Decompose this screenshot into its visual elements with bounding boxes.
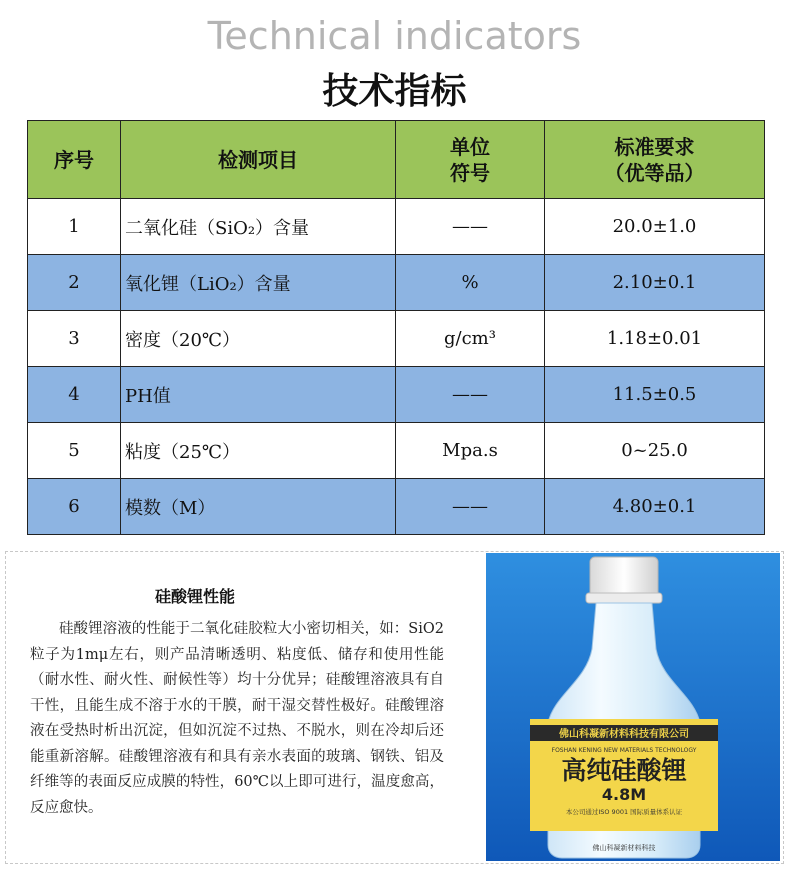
label-grade: 4.8M [601,785,647,804]
cell-item: 二氧化硅（SiO₂）含量 [121,199,396,255]
cell-value: 4.80±0.1 [545,479,765,535]
header-index: 序号 [28,121,121,199]
cell-unit: —— [396,479,545,535]
label-footer: 佛山科凝新材料科技 [592,844,656,852]
cell-index: 1 [28,199,121,255]
cell-value: 11.5±0.5 [545,367,765,423]
label-cert: 本公司通过ISO 9001 国际质量体系认证 [565,808,683,816]
title-chinese: 技术指标 [322,71,467,112]
table-row [28,423,765,479]
bottle-cap-ring [586,593,662,603]
cell-index: 4 [28,367,121,423]
bottle-cap [590,557,658,597]
cell-unit: —— [396,367,545,423]
spec-table [27,120,765,535]
cell-unit: Mpa.s [396,423,545,479]
product-photo [486,553,780,861]
cell-unit: % [396,255,545,311]
cell-item: 粘度（25℃） [121,423,396,479]
description-title: 硅酸锂性能 [154,587,235,606]
cell-index: 2 [28,255,121,311]
table-row [28,199,765,255]
description-body: 硅酸锂溶液的性能于二氧化硅胶粒大小密切相关，如：SiO2粒子为1mμ左右，则产品清晰透明、粘度低、储存和使用性能（耐水性、耐火性、耐候性等）均十分优异；硅酸锂溶液具有自干性，且能生成不溶于水的干膜，耐干湿交替性极好。硅酸锂溶液在受热时析出沉淀，但如沉淀不过热、不脱水，则在冷却后还能重新溶解。硅酸锂溶液有和具有亲水表面的玻璃、钢铁、铝及纤维等的表面反应成膜的特性，60℃以上即可进行，温度愈高，反应愈快。 [30,621,444,816]
cell-unit: g/cm³ [396,311,545,367]
cell-unit: —— [396,199,545,255]
table-row [28,479,765,535]
table-row [28,255,765,311]
header-unit [396,121,545,199]
label-product-name: 高纯硅酸锂 [561,756,687,785]
cell-index: 6 [28,479,121,535]
header-standard-line2: （优等品） [604,160,705,185]
header-unit-line2: 符号 [450,160,490,185]
label-company-cn: 佛山科凝新材料科技有限公司 [559,729,689,740]
cell-index: 5 [28,423,121,479]
cell-index: 3 [28,311,121,367]
cell-item: 氧化锂（LiO₂）含量 [121,255,396,311]
cell-item: 模数（M） [121,479,396,535]
cell-item: 密度（20℃） [121,311,396,367]
cell-item: PH值 [121,367,396,423]
table-row [28,311,765,367]
table-row [28,367,765,423]
cell-value: 1.18±0.01 [545,311,765,367]
title-english: Technical indicators [207,14,582,58]
cell-value: 2.10±0.1 [545,255,765,311]
header-unit-line1: 单位 [450,134,490,159]
cell-value: 0~25.0 [545,423,765,479]
label-company-en: FOSHAN KENING NEW MATERIALS TECHNOLOGY [551,747,697,754]
cell-value: 20.0±1.0 [545,199,765,255]
table-header-row [28,121,765,199]
header-standard-line1: 标准要求 [614,134,695,159]
header-standard [545,121,765,199]
header-item: 检测项目 [121,121,396,199]
